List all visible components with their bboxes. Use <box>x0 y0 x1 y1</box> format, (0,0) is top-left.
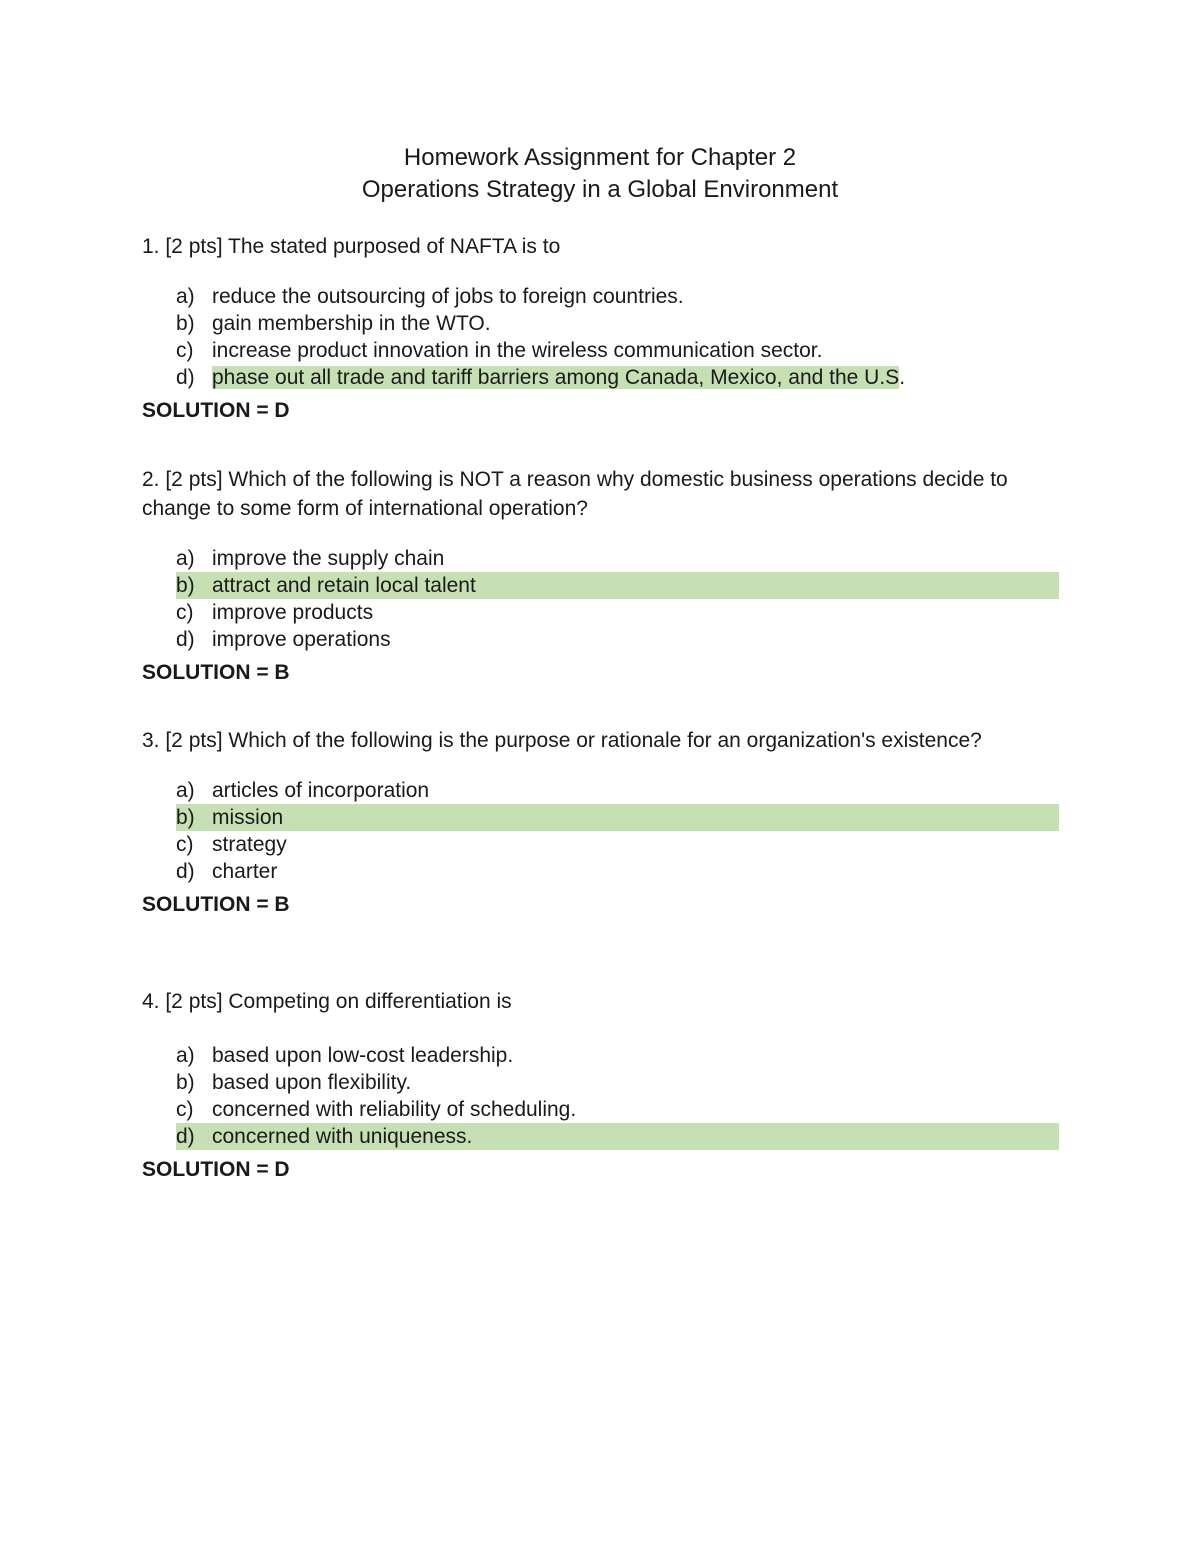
option-list <box>142 283 1042 391</box>
option-letter: c) <box>176 833 194 856</box>
option-d <box>142 626 1042 653</box>
option-c <box>142 337 1042 364</box>
title-line-1: Homework Assignment for Chapter 2 <box>403 144 797 171</box>
option-a <box>142 545 1042 572</box>
option-letter: b) <box>176 1071 195 1094</box>
solution-label: SOLUTION = D <box>142 1158 290 1181</box>
option-a <box>142 283 1042 310</box>
title-line-2: Operations Strategy in a Global Environment <box>361 176 839 203</box>
option-letter: b) <box>176 312 195 335</box>
option-text: articles of incorporation <box>212 779 430 802</box>
option-d-correct <box>176 1123 1059 1150</box>
option-b-correct <box>176 572 1059 599</box>
option-letter: d) <box>176 1125 195 1148</box>
option-text: improve operations <box>212 628 391 651</box>
option-letter: a) <box>176 1044 195 1067</box>
option-letter: a) <box>176 547 195 570</box>
option-trailing-period: . <box>899 366 906 389</box>
option-text: increase product innovation in the wireless communication sector. <box>212 339 823 362</box>
option-list <box>142 545 1042 653</box>
option-letter: d) <box>176 860 195 883</box>
option-text: improve products <box>212 601 374 624</box>
highlighted-answer: phase out all trade and tariff barriers among Canada, Mexico, and the U.S <box>212 366 900 389</box>
question-3 <box>142 726 1042 918</box>
option-b-correct <box>176 804 1059 831</box>
option-list <box>142 777 1042 885</box>
option-letter: c) <box>176 339 194 362</box>
option-text: reduce the outsourcing of jobs to foreign countries. <box>212 285 684 308</box>
option-text: charter <box>212 860 278 883</box>
option-letter: d) <box>176 366 195 389</box>
option-text: improve the supply chain <box>212 547 445 570</box>
solution-label: SOLUTION = D <box>142 399 290 422</box>
option-d-correct <box>142 364 1042 391</box>
question-prompt: 1. [2 pts] The stated purposed of NAFTA is to <box>142 235 561 258</box>
solution-label: SOLUTION = B <box>142 893 290 916</box>
option-letter: a) <box>176 285 195 308</box>
question-prompt: 4. [2 pts] Competing on differentiation is <box>142 990 512 1013</box>
option-text: based upon flexibility. <box>212 1071 412 1094</box>
option-text: gain membership in the WTO. <box>212 312 491 335</box>
option-text: strategy <box>212 833 287 856</box>
option-letter: c) <box>176 601 194 624</box>
option-c <box>142 1096 1042 1123</box>
option-letter: b) <box>176 574 195 597</box>
option-letter: c) <box>176 1098 194 1121</box>
option-text-highlighted <box>212 364 905 391</box>
question-4 <box>142 987 1042 1183</box>
option-letter: b) <box>176 806 195 829</box>
option-text: based upon low-cost leadership. <box>212 1044 514 1067</box>
option-text: attract and retain local talent <box>212 574 476 597</box>
option-d <box>142 858 1042 885</box>
option-b <box>142 310 1042 337</box>
solution-label: SOLUTION = B <box>142 661 290 684</box>
option-c <box>142 831 1042 858</box>
option-b <box>142 1069 1042 1096</box>
option-letter: d) <box>176 628 195 651</box>
question-1 <box>142 232 1042 424</box>
option-text: concerned with uniqueness. <box>212 1125 473 1148</box>
option-a <box>142 777 1042 804</box>
option-text: mission <box>212 806 284 829</box>
option-c <box>142 599 1042 626</box>
question-2 <box>142 465 1042 686</box>
question-prompt: 3. [2 pts] Which of the following is the purpose or rationale for an organization's existence? <box>142 729 982 752</box>
option-list <box>142 1042 1042 1150</box>
document-title <box>0 142 1200 206</box>
option-letter: a) <box>176 779 195 802</box>
option-a <box>142 1042 1042 1069</box>
option-text: concerned with reliability of scheduling. <box>212 1098 577 1121</box>
question-prompt: 2. [2 pts] Which of the following is NOT a reason why domestic business operations decide to change to some form of international operation? <box>142 468 1008 520</box>
